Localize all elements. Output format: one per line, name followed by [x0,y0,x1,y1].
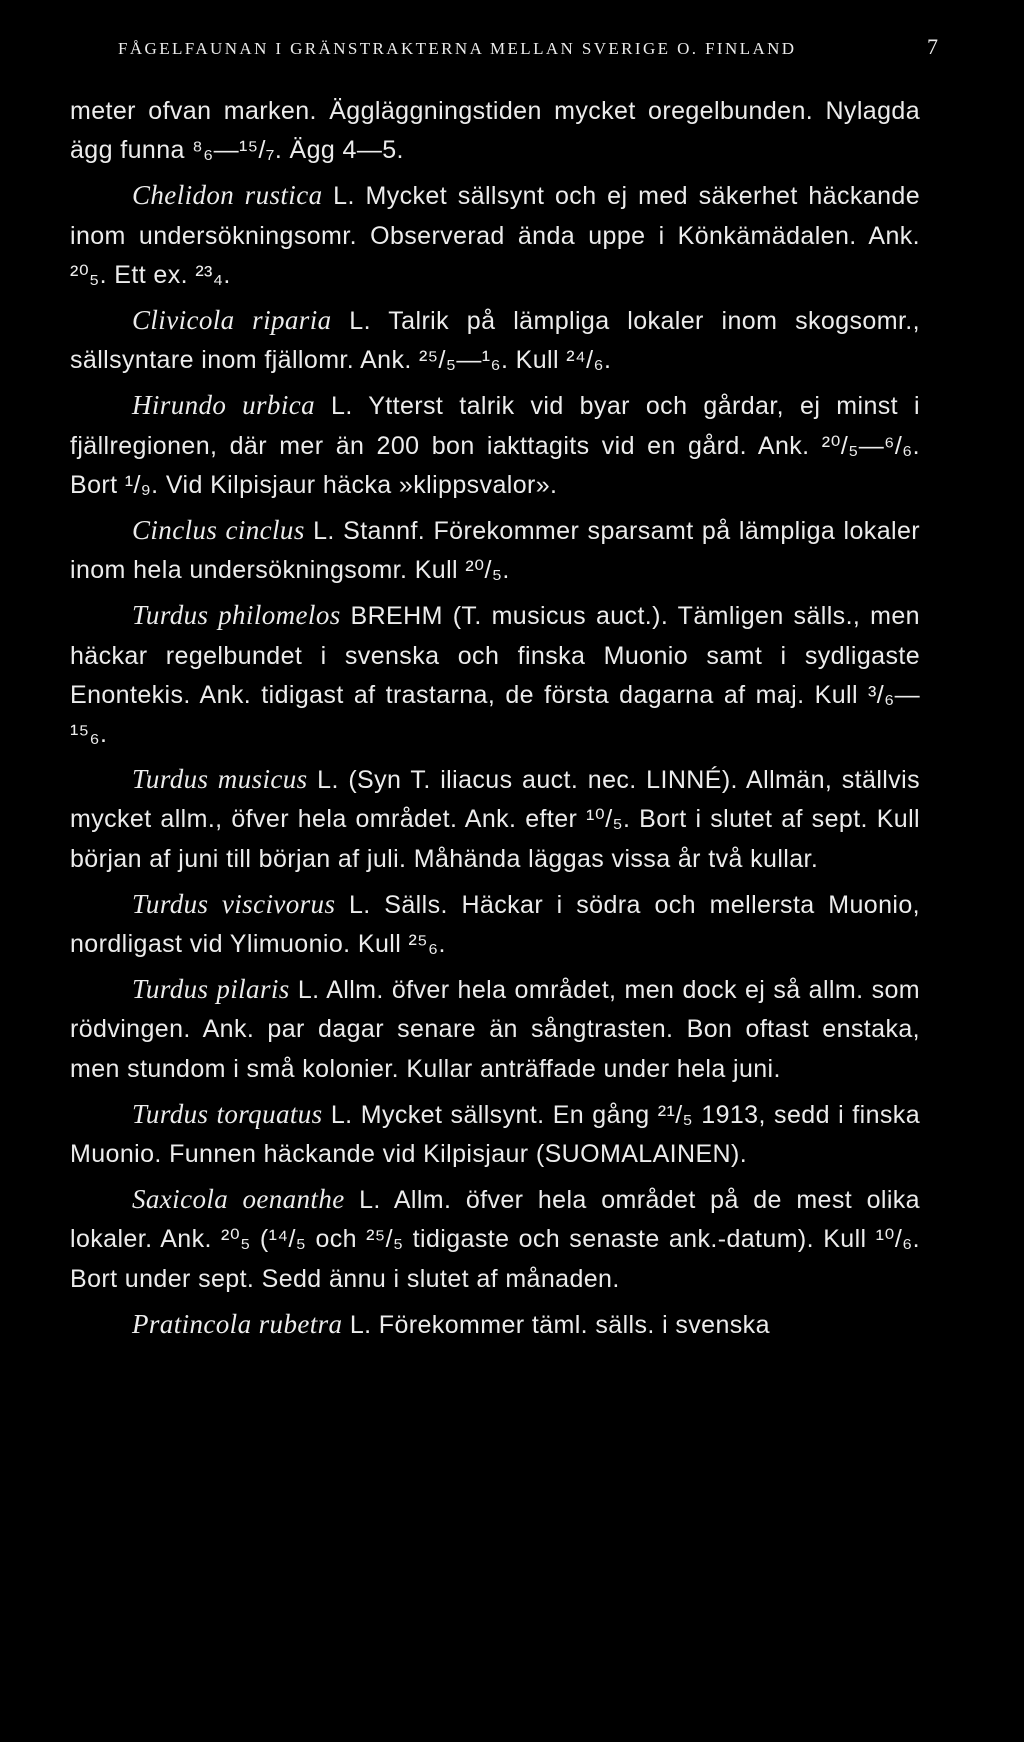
entry-text: L. Sälls. Häckar i södra och mellersta Muonio, nordligast vid Ylimuonio. Kull ²⁵₆. [70,890,920,959]
entry-text: meter ofvan marken. Äggläggningstiden mycket oregelbunden. Nylagda ägg funna ⁸₆—¹⁵/₇. Ägg 4—5. [70,97,920,165]
entry-text: L. Stannf. Förekommer sparsamt på lämpliga lokaler inom hela undersökningsomr. Kull ²⁰/₅. [70,517,920,585]
entry-text: L. Allm. öfver hela området på de mest olika lokaler. Ank. ²⁰₅ (¹⁴/₅ och ²⁵/₅ tidigaste och senaste ank.-datum). Kull ¹⁰/₆. Bort under sept. Sedd ännu i slutet af månaden. [70,1186,920,1293]
species-name: Turdus viscivorus [132,888,336,919]
running-header [118,34,938,60]
species-name: Turdus torquatus [132,1098,323,1129]
species-entry [70,970,920,1089]
species-name: Clivicola riparia [132,305,332,336]
entry-text: L. Allm. öfver hela området, men dock ej så allm. som rödvingen. Ank. par dagar senare än sångtrasten. Bon oftast enstaka, men stundom i små kolonier. Kullar anträffade under hela juni. [70,976,920,1083]
entry-text: L. Förekommer täml. sälls. i svenska [349,1310,770,1339]
entry-continuation [70,92,920,170]
species-name: Chelidon rustica [132,180,323,211]
page-number: 7 [927,34,938,59]
entry-text: L. Ytterst talrik vid byar och gårdar, ej minst i fjällregionen, där mer än 200 bon iakttagits vid en gård. Ank. ²⁰/₅—⁶/₆. Bort ¹/₉. Vid Kilpisjaur häcka »klippsvalor». [70,392,920,499]
species-name: Cinclus cinclus [132,515,305,546]
entry-text: L. Mycket sällsynt. En gång ²¹/₅ 1913, sedd i finska Muonio. Funnen häckande vid Kilpisjaur (SUOMALAINEN). [70,1100,921,1169]
entry-text: BREHM (T. musicus auct.). Tämligen sälls., men häckar regelbundet i svenska och finska Muonio samt i sydligaste Enontekis. Ank. tidigast af trastarna, de första dagarna af maj. Kull ³/₆—¹⁵₆. [70,602,920,749]
species-name: Turdus musicus [132,764,308,795]
species-entry [70,1180,920,1299]
entry-text: L. Talrik på lämpliga lokaler inom skogsomr., sällsyntare inom fjällomr. Ank. ²⁵/₅—¹₆. Kull ²⁴/₆. [70,307,920,375]
species-name: Turdus pilaris [132,974,290,1005]
page-body [70,92,920,1351]
species-name: Pratincola rubetra [132,1308,343,1339]
species-entry [70,596,920,754]
species-name: Saxicola oenanthe [132,1184,345,1215]
species-name: Hirundo urbica [132,390,316,421]
species-entry [70,1305,920,1345]
species-entry [70,176,920,295]
species-entry [70,386,920,505]
entry-text: L. (Syn T. iliacus auct. nec. LINNÉ). Allmän, ställvis mycket allm., öfver hela området. Ank. efter ¹⁰/₅. Bort i slutet af sept. Kull början af juni till början af juli. Måhända läggas vissa år två kullar. [70,766,920,873]
species-entry [70,760,920,879]
species-entry [70,301,920,380]
species-entry [70,1095,920,1174]
species-entry [70,885,920,964]
species-entry [70,511,920,590]
entry-text: L. Mycket sällsynt och ej med säkerhet häckande inom undersökningsomr. Observerad ända uppe i Könkämädalen. Ank. ²⁰₅. Ett ex. ²³₄. [70,182,920,289]
species-name: Turdus philomelos [132,600,341,631]
running-title: FÅGELFAUNAN I GRÄNSTRAKTERNA MELLAN SVERIGE O. FINLAND [118,39,797,58]
